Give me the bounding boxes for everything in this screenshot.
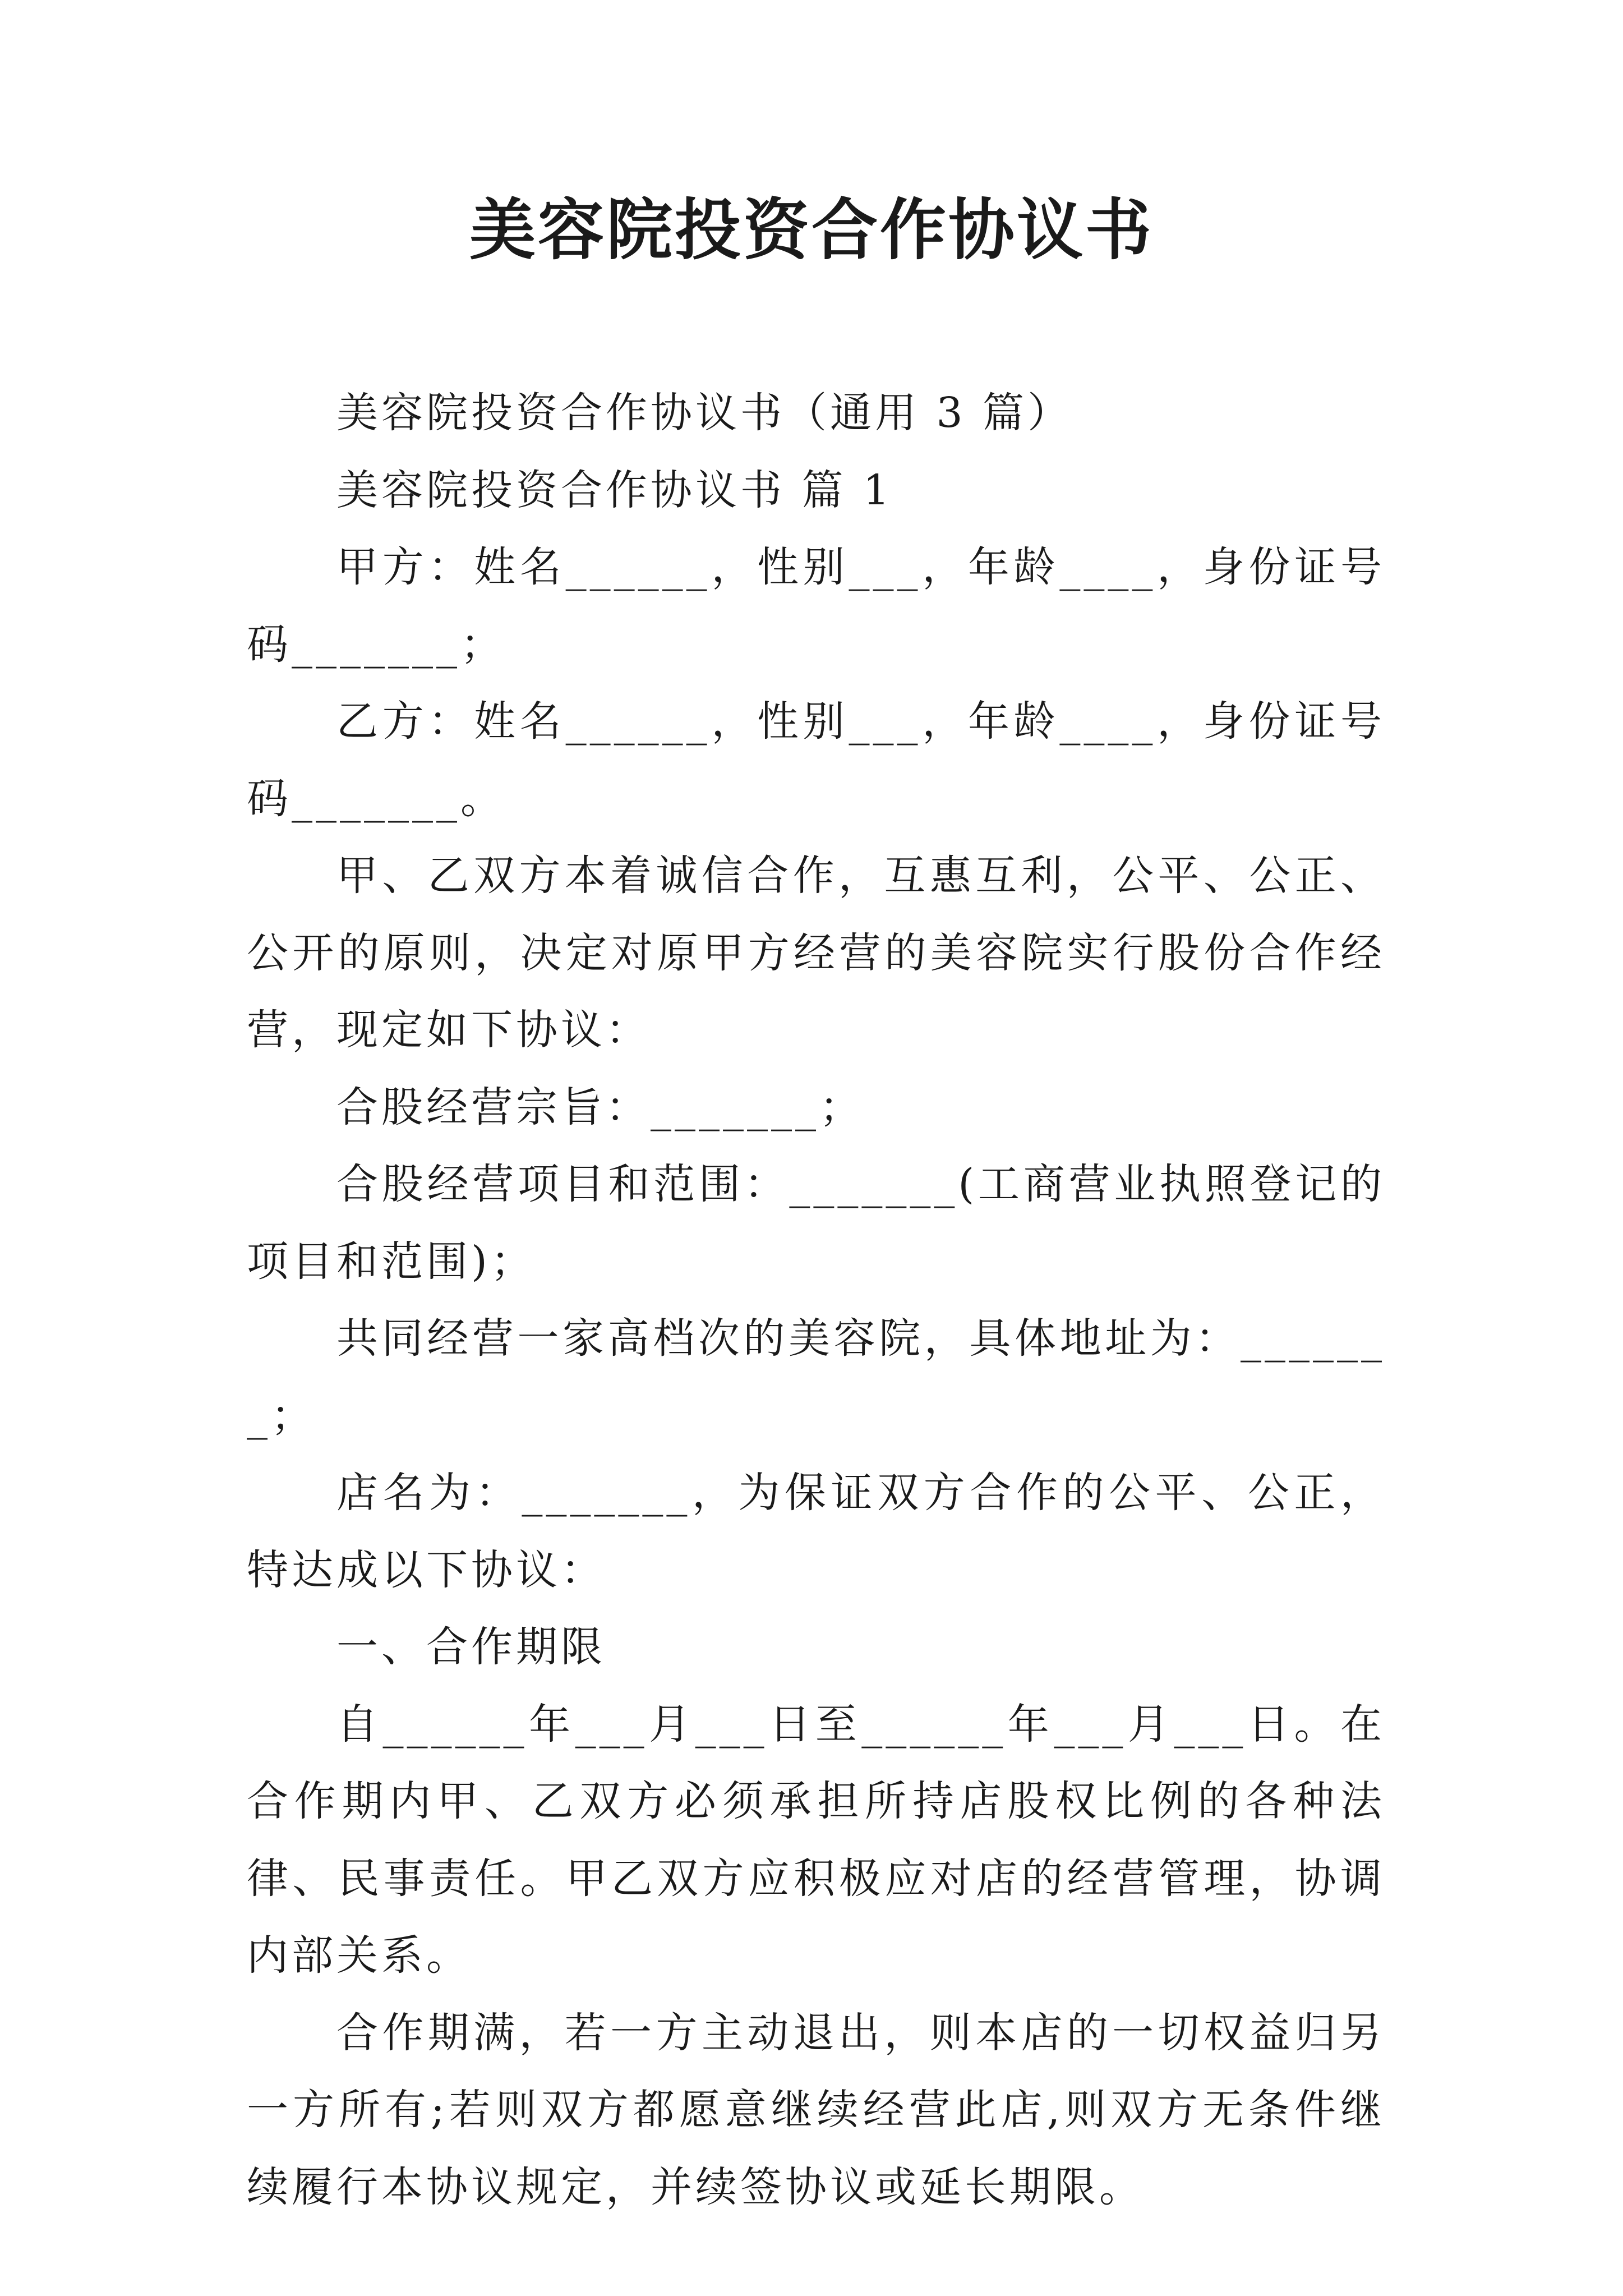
paragraph-term-expiry: 合作期满，若一方主动退出，则本店的一切权益归另一方所有;若则双方都愿意继续经营此店,则双方无条件继续履行本协议规定，并续签协议或延长期限。 bbox=[247, 2008, 1385, 2211]
document-body bbox=[247, 375, 1385, 2226]
paragraph-store-name: 店名为：_______，为保证双方合作的公平、公正，特达成以下协议： bbox=[247, 1469, 1385, 1594]
document-title: 美容院投资合作协议书 bbox=[469, 191, 1154, 269]
paragraph-purpose: 合股经营宗旨：_______； bbox=[336, 1083, 864, 1131]
paragraph-address: 共同经营一家高档次的美容院，具体地址为：_______； bbox=[247, 1314, 1385, 1440]
paragraph-scope: 合股经营项目和范围：_______(工商营业执照登记的项目和范围)； bbox=[247, 1160, 1385, 1286]
paragraph-party-b: 乙方：姓名______，性别___，年龄____，身份证号码_______。 bbox=[247, 697, 1385, 823]
paragraph-term-heading: 一、合作期限 bbox=[336, 1623, 606, 1671]
paragraph-term-dates: 自______年___月___日至______年___月___日。在合作期内甲、乙双方必须承担所持店股权比例的各种法律、民事责任。甲乙双方应积极应对店的经营管理，协调内部关系。 bbox=[247, 1700, 1385, 1980]
paragraph-preamble: 甲、乙双方本着诚信合作，互惠互利，公平、公正、公开的原则，决定对原甲方经营的美容院实行股份合作经营，现定如下协议： bbox=[247, 852, 1385, 1054]
paragraph-section-heading: 美容院投资合作协议书 篇 1 bbox=[336, 466, 893, 514]
paragraph-subtitle: 美容院投资合作协议书（通用 3 篇） bbox=[336, 389, 1073, 437]
paragraph-party-a: 甲方：姓名______，性别___，年龄____，身份证号码_______； bbox=[247, 543, 1385, 669]
